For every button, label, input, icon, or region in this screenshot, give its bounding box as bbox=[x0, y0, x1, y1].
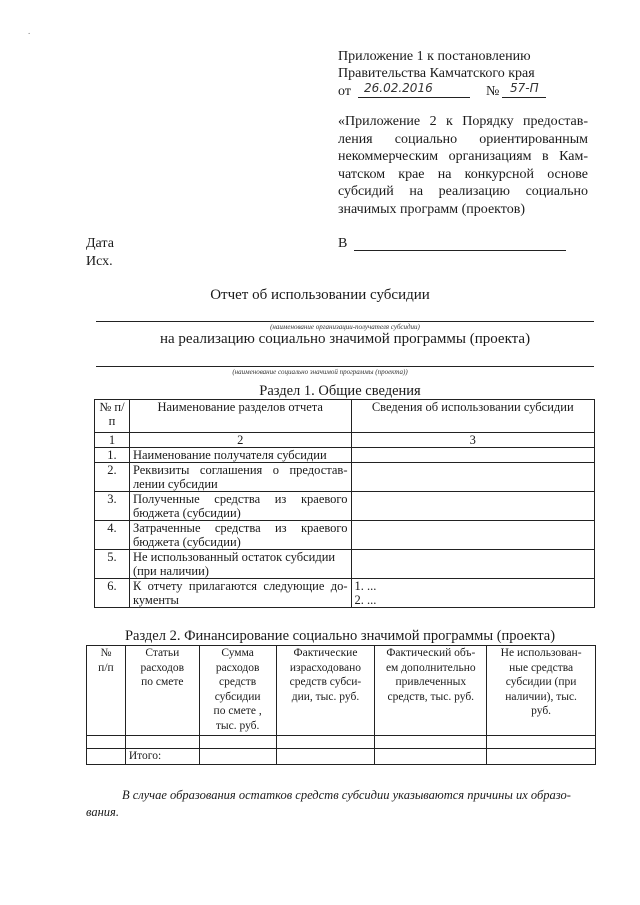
header-line: руб. bbox=[531, 705, 552, 717]
col-number: 2 bbox=[129, 433, 351, 448]
row-number: 5. bbox=[95, 550, 130, 579]
header-line: субсидии bbox=[214, 690, 261, 703]
date-label: Дата bbox=[86, 236, 114, 251]
header-line: № bbox=[100, 647, 112, 659]
table-header-row bbox=[87, 646, 596, 736]
row-info-cell bbox=[351, 463, 595, 492]
org-name-line bbox=[96, 321, 594, 322]
header-line: Не использован- bbox=[500, 647, 582, 659]
header-line: п/п bbox=[98, 661, 114, 674]
section1-title: Раздел 1. Общие сведения bbox=[259, 383, 421, 399]
empty-cell bbox=[199, 749, 276, 765]
header-planned-amount bbox=[199, 646, 276, 736]
row-name-line: К отчету прилагаются следующие до- bbox=[132, 579, 348, 593]
empty-cell bbox=[276, 749, 375, 765]
header-line: израсходовано bbox=[289, 661, 362, 674]
row-name-line: Полученные средства из краевого bbox=[132, 492, 348, 506]
table-row bbox=[95, 521, 595, 550]
table-row bbox=[95, 579, 595, 608]
row-name bbox=[129, 579, 351, 608]
header-expense-items bbox=[125, 646, 199, 736]
row-name-line: Не использованный остаток субсидии bbox=[132, 550, 336, 564]
row-number: 3. bbox=[95, 492, 130, 521]
header-line: Сумма bbox=[221, 647, 254, 659]
handwritten-date: 26.02.2016 bbox=[364, 81, 433, 95]
table-row bbox=[95, 463, 595, 492]
row-number: 2. bbox=[95, 463, 130, 492]
header-line: средств bbox=[219, 676, 257, 688]
total-row bbox=[87, 749, 596, 765]
empty-cell bbox=[199, 736, 276, 749]
section1-table bbox=[94, 399, 595, 608]
row-info-cell bbox=[351, 492, 595, 521]
row-name-line: лении субсидии bbox=[132, 477, 218, 491]
appendix2-line: субсидий на реализацию социально bbox=[338, 184, 588, 199]
footnote-line: В случае образования остатков средств субсидии указываются причины их образо- bbox=[122, 788, 571, 802]
to-label: В bbox=[338, 236, 348, 251]
row-info-cell bbox=[351, 448, 595, 463]
row-info-cell bbox=[351, 550, 595, 579]
row-name bbox=[129, 521, 351, 550]
header-line: субсидии (при bbox=[505, 676, 577, 688]
row-number: 1. bbox=[95, 448, 130, 463]
caption-org: (наименование организации-получателя субсидии) bbox=[270, 323, 420, 331]
row-number: 6. bbox=[95, 579, 130, 608]
header-line: привлеченных bbox=[395, 676, 467, 688]
appendix-line-1: Приложение 1 к постановлению bbox=[338, 49, 531, 64]
row-name-line: Затраченные средства из краевого bbox=[132, 521, 348, 535]
row-name bbox=[129, 448, 351, 463]
row-name bbox=[129, 492, 351, 521]
appendix2-paragraph bbox=[338, 113, 588, 218]
header-info: Сведения об использовании субсидии bbox=[351, 400, 595, 433]
row-name-line: Реквизиты соглашения о предостав- bbox=[132, 463, 348, 477]
appendix2-line: «Приложение 2 к Порядку предостав- bbox=[338, 114, 588, 129]
row-name-line: бюджета (субсидии) bbox=[132, 506, 241, 520]
header-line: расходов bbox=[140, 661, 185, 674]
attachment-item: 1. ... bbox=[354, 579, 377, 593]
report-title: Отчет об использовании субсидии bbox=[210, 287, 430, 303]
row-number: 4. bbox=[95, 521, 130, 550]
footnote-line: вания. bbox=[86, 805, 119, 819]
header-line: средств, тыс. руб. bbox=[387, 690, 475, 703]
header-line: Фактические bbox=[293, 647, 358, 659]
header-line: тыс. руб. bbox=[215, 719, 260, 732]
header-line: Фактический объ- bbox=[386, 647, 476, 659]
attachment-item: 2. ... bbox=[354, 593, 377, 607]
empty-cell bbox=[487, 749, 596, 765]
row-name bbox=[129, 463, 351, 492]
empty-cell bbox=[375, 749, 487, 765]
table-row bbox=[95, 550, 595, 579]
appendix-line-2: Правительства Камчатского края bbox=[338, 66, 535, 81]
number-label: № bbox=[486, 84, 500, 99]
table-row bbox=[95, 448, 595, 463]
table-row bbox=[95, 492, 595, 521]
appendix2-line: ления социально ориентированным bbox=[338, 131, 588, 147]
header-num bbox=[87, 646, 126, 736]
handwritten-number: 57-П bbox=[510, 81, 539, 95]
row-info-cell bbox=[351, 521, 595, 550]
section2-title: Раздел 2. Финансирование социально значимой программы (проекта) bbox=[124, 628, 556, 644]
header-line: Статьи bbox=[145, 647, 180, 659]
scan-marks: . bbox=[28, 26, 45, 36]
empty-cell bbox=[87, 736, 126, 749]
recipient-line bbox=[354, 250, 566, 251]
total-label: Итого: bbox=[125, 749, 199, 765]
empty-cell bbox=[375, 736, 487, 749]
header-additional-funds bbox=[375, 646, 487, 736]
row-info-cell bbox=[351, 579, 595, 608]
header-section-name: Наименование разделов отчета bbox=[129, 400, 351, 433]
header-line: средств субси- bbox=[289, 676, 362, 688]
section2-table bbox=[86, 645, 596, 765]
empty-cell bbox=[276, 736, 375, 749]
row-name-line: (при наличии) bbox=[132, 564, 209, 578]
col-number: 1 bbox=[95, 433, 130, 448]
row-name-line: кументы bbox=[132, 593, 179, 607]
header-line: дии, тыс. руб. bbox=[291, 690, 360, 703]
number-underline bbox=[502, 97, 546, 98]
from-label: от bbox=[338, 84, 351, 99]
header-line: по смете bbox=[141, 676, 184, 688]
table-header-row bbox=[95, 400, 595, 433]
row-name-line: Наименование получателя субсидии bbox=[132, 448, 327, 462]
header-num: № п/п bbox=[95, 400, 130, 433]
date-underline bbox=[358, 97, 470, 98]
header-line: расходов bbox=[215, 661, 260, 674]
column-numbers-row bbox=[95, 433, 595, 448]
empty-cell bbox=[87, 749, 126, 765]
header-line: наличии), тыс. bbox=[505, 690, 577, 703]
header-line: ем дополнительно bbox=[385, 661, 476, 674]
row-name-line: бюджета (субсидии) bbox=[132, 535, 241, 549]
empty-cell bbox=[487, 736, 596, 749]
appendix2-last-line: значимых программ (проектов) bbox=[338, 201, 526, 217]
ref-label: Исх. bbox=[86, 254, 113, 269]
report-subtitle: на реализацию социально значимой программы (проекта) bbox=[159, 331, 531, 347]
header-line: по смете , bbox=[213, 705, 262, 717]
header-line: ные средства bbox=[509, 661, 574, 674]
table-row bbox=[87, 736, 596, 749]
empty-cell bbox=[125, 736, 199, 749]
appendix2-line: некоммерческим организациям в Кам- bbox=[338, 149, 588, 164]
header-actual-spent bbox=[276, 646, 375, 736]
row-name bbox=[129, 550, 351, 579]
header-unused-funds bbox=[487, 646, 596, 736]
appendix2-line: чатском крае на конкурсной основе bbox=[338, 166, 588, 182]
program-name-line bbox=[96, 366, 594, 367]
footnote bbox=[86, 787, 598, 821]
col-number: 3 bbox=[351, 433, 595, 448]
caption-program: (наименование социально значимой программы (проекта)) bbox=[232, 368, 408, 376]
